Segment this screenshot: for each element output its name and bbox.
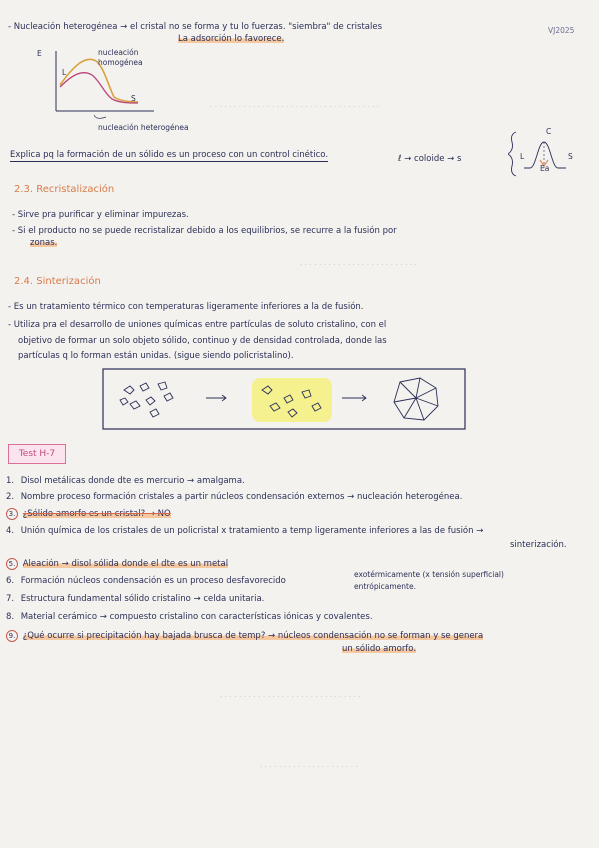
sintered-polycrystal bbox=[394, 378, 438, 420]
recrist-bullet-3-text: zonas. bbox=[30, 238, 58, 248]
test-item-number-circled: 3. bbox=[6, 508, 18, 520]
recrist-bullet-3 bbox=[30, 238, 57, 249]
test-item-9-cont bbox=[342, 644, 416, 655]
test-item-text: Unión química de los cristales de un policristal x tratamiento a temp ligeramente inferiores a las de fusión → bbox=[20, 526, 484, 536]
loose-particles bbox=[120, 382, 173, 417]
section-sinter-title: 2.4. Sinterización bbox=[14, 276, 101, 287]
header-text-1: - Nucleación heterogénea → el cristal no se forma y tu lo fuerzas. "siembra" de cristales bbox=[8, 22, 382, 32]
test-item-2 bbox=[6, 492, 462, 503]
test-item-number: 6. bbox=[6, 576, 15, 586]
test-item-number: 2. bbox=[6, 492, 15, 502]
test-item-1 bbox=[6, 476, 245, 487]
test-item-4-cont: sinterización. bbox=[510, 540, 567, 550]
test-item-number-circled: 9. bbox=[6, 630, 18, 642]
kinetic-answer: ℓ → coloide → s bbox=[398, 154, 462, 164]
test-item-6-branch-1: exotérmicamente (x tensión superficial) bbox=[354, 570, 504, 579]
notebook-page: - Nucleación heterogénea → el cristal no se forma y tu lo fuerzas. "siembra" de cristales La adsorción lo favorece. VJ2025 E nucleación homogénea L S nucleación heterogénea . . . . . . . . . . . . . . . . . . . . . . . . . . . . . . . . . . . . Explica pq la formación de un sólido es un proceso con un control cinético. ℓ → coloide → s C Ea S L 2.3. Recristalización - Sirve pra purificar y eliminar impurezas. - Si el producto no se puede recristalizar debido a los equilibrios, se recurre a la fusión por zonas. . . . . . . . . . . . . . . . . . . . . . . . . . 2.4. Sinterización - Es un tratamiento térmico con temperaturas ligeramente inferiores a la de fusión. - Utiliza pra el desarrollo de uniones químicas entre partículas de soluto cristalino, con el objetivo de formar un solo objeto sólido, continuo y de densidad controlada, donde las partículas q lo forman están unidas. (sigue siendo policristalino). Test H-7 1. Disol metálicas donde dte es mercurio → amalgama. 2. Nombre proceso formación cristales a partir núcleos condensación externos → nucleación heterogénea. 3. ¿Sólido amorfo es un cristal? → NO 4. Unión química de los cristales de un policristal x tratamiento a temp ligeramente inferiores a las de fusión → sinterización. 5. Aleación → disol sólida donde el dte es un metal 6. Formación núcleos condensación es un proceso desfavorecido exotérmicamente (x tensión superficial) entrópicamente. 7. Estructura fundamental sólido cristalino → celda unitaria. 8. Material cerámico → compuesto cristalino con características iónicas y covalentes. 9. ¿Qué ocurre si precipitación hay bajada brusca de temp? → núcleos condensación no se forman y se genera un sólido amorfo. . . . . . . . . . . . . . . . . . . . . . . . . . . . . . . . . . . . . . . . . . . . . . . . . . . . bbox=[0, 0, 599, 848]
test-item-text: Formación núcleos condensación es un proceso desfavorecido bbox=[20, 576, 286, 586]
test-item-number: 8. bbox=[6, 612, 15, 622]
test-item-5 bbox=[6, 558, 228, 570]
recrist-bullet-2-text: - Si el producto no se puede recristalizar debido a los equilibrios, se recurre a la fusión por bbox=[12, 226, 397, 236]
kinetic-label-s: S bbox=[568, 152, 573, 161]
recrist-bullet-2 bbox=[12, 226, 397, 237]
test-item-4 bbox=[6, 526, 483, 537]
header-line-2 bbox=[178, 34, 284, 45]
sinter-diagram bbox=[102, 368, 466, 430]
sinter-bullet-1: - Es un tratamiento térmico con temperaturas ligeramente inferiores a la de fusión. bbox=[8, 302, 364, 312]
test-item-6 bbox=[6, 576, 286, 587]
corner-mark: VJ2025 bbox=[548, 26, 575, 35]
test-item-9 bbox=[6, 630, 483, 642]
test-item-number-circled: 5. bbox=[6, 558, 18, 570]
test-item-text: Material cerámico → compuesto cristalino con características iónicas y covalentes. bbox=[20, 612, 373, 622]
graph-caption: nucleación heterogénea bbox=[98, 123, 189, 132]
test-item-text: Aleación → disol sólida donde el dte es un metal bbox=[22, 559, 229, 569]
recrist-bullet-1: - Sirve pra purificar y eliminar impurezas. bbox=[12, 210, 189, 220]
graph-y-label: E bbox=[37, 49, 42, 58]
section-recrist-title: 2.3. Recristalización bbox=[14, 184, 115, 195]
test-item-number: 4. bbox=[6, 526, 15, 536]
test-item-number: 7. bbox=[6, 594, 15, 604]
test-item-text: Disol metálicas donde dte es mercurio → amalgama. bbox=[20, 476, 245, 486]
sinter-bullet-3: objetivo de formar un solo objeto sólido, continuo y de densidad controlada, donde las bbox=[18, 336, 387, 346]
test-item-text: ¿Sólido amorfo es un cristal? → NO bbox=[22, 509, 171, 519]
test-item-7 bbox=[6, 594, 264, 605]
test-item-text: ¿Qué ocurre si precipitación hay bajada brusca de temp? → núcleos condensación no se forman y se genera bbox=[22, 631, 484, 641]
test-item-9-cont-text: un sólido amorfo. bbox=[342, 644, 417, 654]
test-item-8 bbox=[6, 612, 373, 623]
sinter-bullet-4: partículas q lo forman están unidas. (sigue siendo policristalino). bbox=[18, 351, 294, 361]
test-item-text: Estructura fundamental sólido cristalino → celda unitaria. bbox=[20, 594, 265, 604]
test-title: Test H-7 bbox=[8, 444, 66, 464]
kinetic-question-text: Explica pq la formación de un sólido es un proceso con un control cinético. bbox=[10, 150, 329, 160]
kinetic-question bbox=[10, 150, 328, 162]
test-item-text: Nombre proceso formación cristales a partir núcleos condensación externos → nucleación heterogénea. bbox=[20, 492, 463, 502]
test-item-3 bbox=[6, 508, 171, 520]
kinetic-label-l: L bbox=[520, 152, 525, 161]
graph-label-l: L bbox=[62, 68, 67, 77]
kinetic-label-c: C bbox=[546, 127, 552, 136]
test-item-number: 1. bbox=[6, 476, 15, 486]
kinetic-label-ea: Ea bbox=[540, 164, 550, 173]
graph-label-s: S bbox=[131, 94, 136, 103]
test-item-6-branch-2: entrópicamente. bbox=[354, 582, 416, 591]
header-line-1 bbox=[8, 22, 382, 33]
sinter-bullet-2: - Utiliza pra el desarrollo de uniones químicas entre partículas de soluto cristalino, con el bbox=[8, 320, 387, 330]
graph-label-homogeneous: nucleación homogénea bbox=[98, 48, 143, 67]
header-text-2: La adsorción lo favorece. bbox=[178, 34, 285, 44]
heterogeneous-curve bbox=[60, 73, 138, 103]
